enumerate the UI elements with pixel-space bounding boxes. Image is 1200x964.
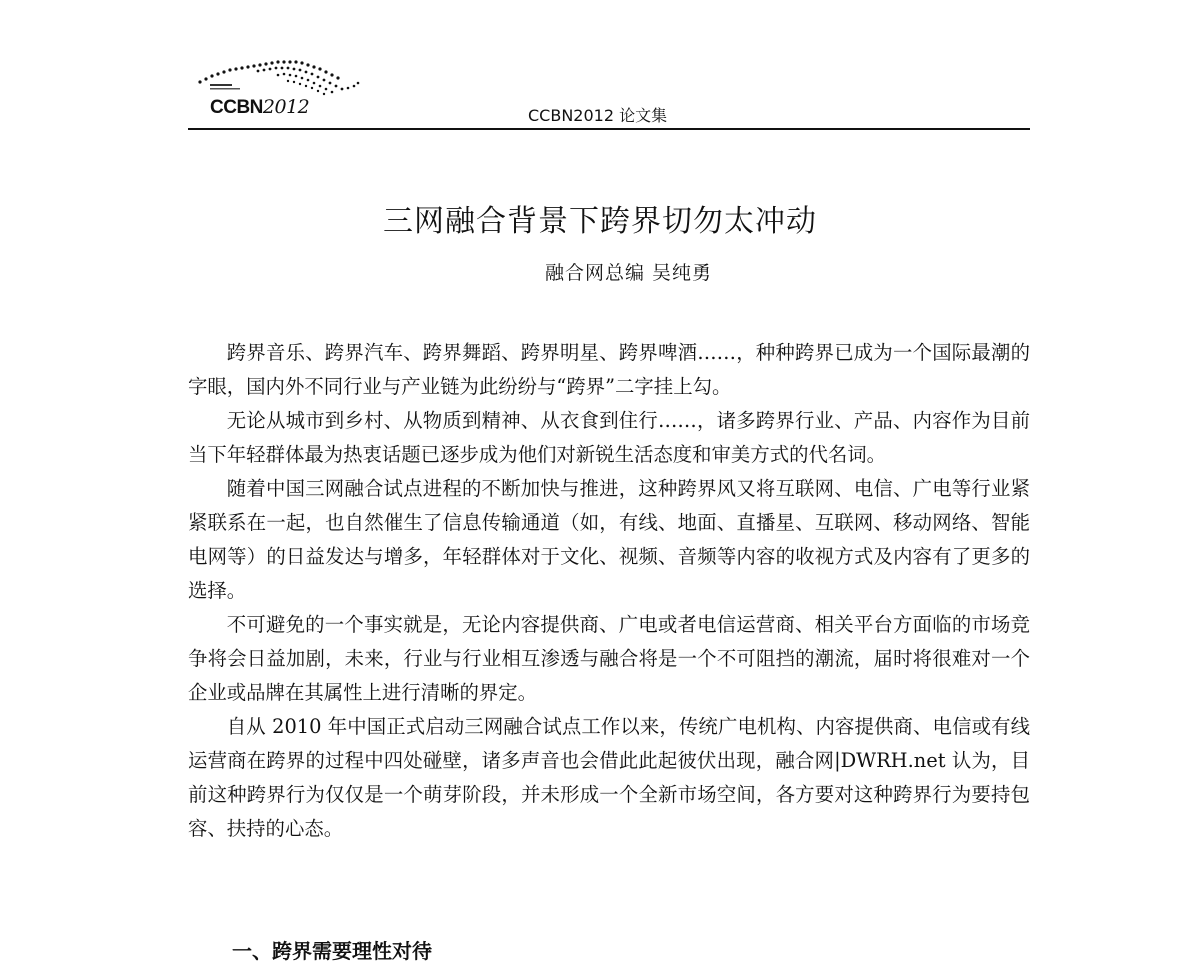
paragraph: 跨界音乐、跨界汽车、跨界舞蹈、跨界明星、跨界啤酒……，种种跨界已成为一个国际最潮的字眼，国内外不同行业与产业链为此纷纷与“跨界”二字挂上勾。 xyxy=(188,341,1030,398)
logo-wordmark xyxy=(210,96,309,119)
paragraph: 不可避免的一个事实就是，无论内容提供商、广电或者电信运营商、相关平台方面临的市场竞争将会日益加剧，未来，行业与行业相互渗透与融合将是一个不可阻挡的潮流，届时将很难对一个企业或品牌在其属性上进行清晰的界定。 xyxy=(188,613,1030,704)
paragraph: 无论从城市到乡村、从物质到精神、从衣食到住行……，诸多跨界行业、产品、内容作为目前当下年轻群体最为热衷话题已逐步成为他们对新锐生活态度和审美方式的代名词。 xyxy=(188,409,1030,466)
article-body xyxy=(188,336,1030,846)
article-title: 三网融合背景下跨界切勿太冲动 xyxy=(383,204,817,239)
header-divider xyxy=(188,128,1030,130)
article-author: 融合网总编 吴纯勇 xyxy=(544,262,713,284)
logo-ccbn-text: CCBN xyxy=(210,97,263,118)
logo-year-text: 2012 xyxy=(262,96,310,118)
page-header xyxy=(188,50,1030,130)
running-title: CCBN2012 论文集 xyxy=(528,106,668,125)
logo-dots-graphic xyxy=(188,50,368,100)
paragraph: 随着中国三网融合试点进程的不断加快与推进，这种跨界风又将互联网、电信、广电等行业紧紧联系在一起，也自然催生了信息传输通道（如，有线、地面、直播星、互联网、移动网络、智能电网等）的日益发达与增多，年轻群体对于文化、视频、音频等内容的收视方式及内容有了更多的选择。 xyxy=(188,477,1030,602)
section-heading-partial: 一、跨界需要理性对待 xyxy=(232,939,432,963)
ccbn-logo xyxy=(188,50,368,122)
paragraph: 自从 2010 年中国正式启动三网融合试点工作以来，传统广电机构、内容提供商、电信或有线运营商在跨界的过程中四处碰壁，诸多声音也会借此此起彼伏出现，融合网|DWRH.net 认为，目前这种跨界行为仅仅是一个萌芽阶段，并未形成一个全新市场空间，各方要对这种跨界行为要持包容、扶持的心态。 xyxy=(188,715,1030,840)
